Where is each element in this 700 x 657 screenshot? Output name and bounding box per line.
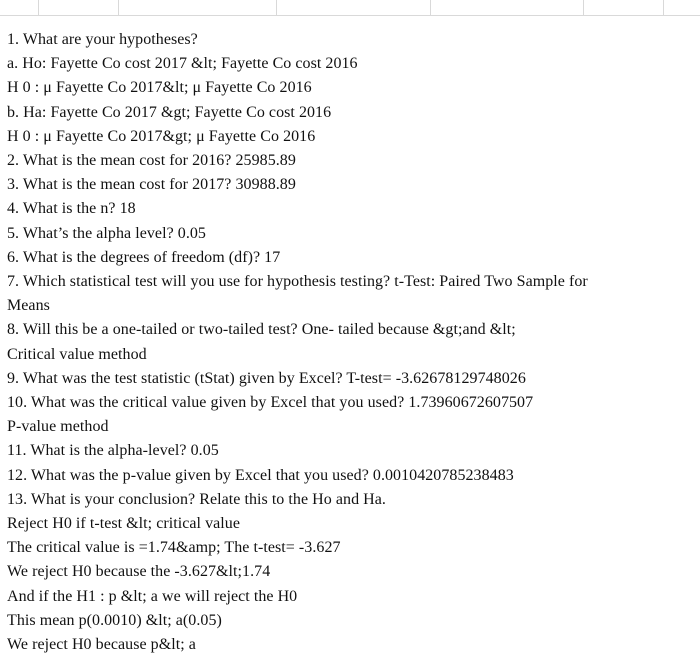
conclusion-line-5: This mean p(0.0010) &lt; a(0.05) [7,611,222,629]
grid-column-divider [118,0,119,16]
spreadsheet-grid-header [0,0,700,16]
question-7: 7. Which statistical test will you use for hypothesis testing? t-Test: Paired Two Sample for [7,273,588,291]
question-8: 8. Will this be a one-tailed or two-tailed test? One- tailed because &gt;and &lt; [7,321,516,339]
grid-column-divider [276,0,277,16]
hypothesis-a-formula: H 0 : μ Fayette Co 2017&lt; μ Fayette Co 2016 [7,79,312,97]
question-1: 1. What are your hypotheses? [7,31,198,48]
conclusion-line-6: We reject H0 because p&lt; a [7,636,196,654]
question-12: 12. What was the p-value given by Excel that you used? 0.0010420785238483 [7,466,514,484]
question-11: 11. What is the alpha-level? 0.05 [7,442,219,460]
question-10: 10. What was the critical value given by Excel that you used? 1.73960672607507 [7,394,534,412]
question-5: 5. What’s the alpha level? 0.05 [7,224,206,242]
hypothesis-a-text: a. Ho: Fayette Co cost 2017 &lt; Fayette Co cost 2016 [7,55,358,73]
grid-column-divider [38,0,39,16]
question-9: 9. What was the test statistic (tStat) given by Excel? T-test= -3.62678129748026 [7,369,526,387]
conclusion-line-4: And if the H1 : p &lt; a we will reject the H0 [7,587,298,605]
question-4: 4. What is the n? 18 [7,200,136,218]
p-value-method-heading: P-value method [7,418,109,436]
grid-column-divider [583,0,584,16]
question-2: 2. What is the mean cost for 2016? 25985.89 [7,152,296,170]
question-13: 13. What is your conclusion? Relate this to the Ho and Ha. [7,490,386,508]
hypothesis-b-formula: H 0 : μ Fayette Co 2017&gt; μ Fayette Co 2016 [7,127,316,145]
conclusion-line-1: Reject H0 if t-test &lt; critical value [7,515,240,533]
answer-document [7,28,697,657]
conclusion-line-3: We reject H0 because the -3.627&lt;1.74 [7,563,271,581]
grid-column-divider [663,0,664,16]
critical-value-method-heading: Critical value method [7,345,147,363]
question-7-continued: Means [7,297,50,315]
conclusion-line-2: The critical value is =1.74&amp; The t-test= -3.627 [7,539,341,557]
hypothesis-b-text: b. Ha: Fayette Co 2017 &gt; Fayette Co cost 2016 [7,103,332,121]
grid-column-divider [430,0,431,16]
question-6: 6. What is the degrees of freedom (df)? 17 [7,248,281,266]
question-3: 3. What is the mean cost for 2017? 30988.89 [7,176,296,194]
